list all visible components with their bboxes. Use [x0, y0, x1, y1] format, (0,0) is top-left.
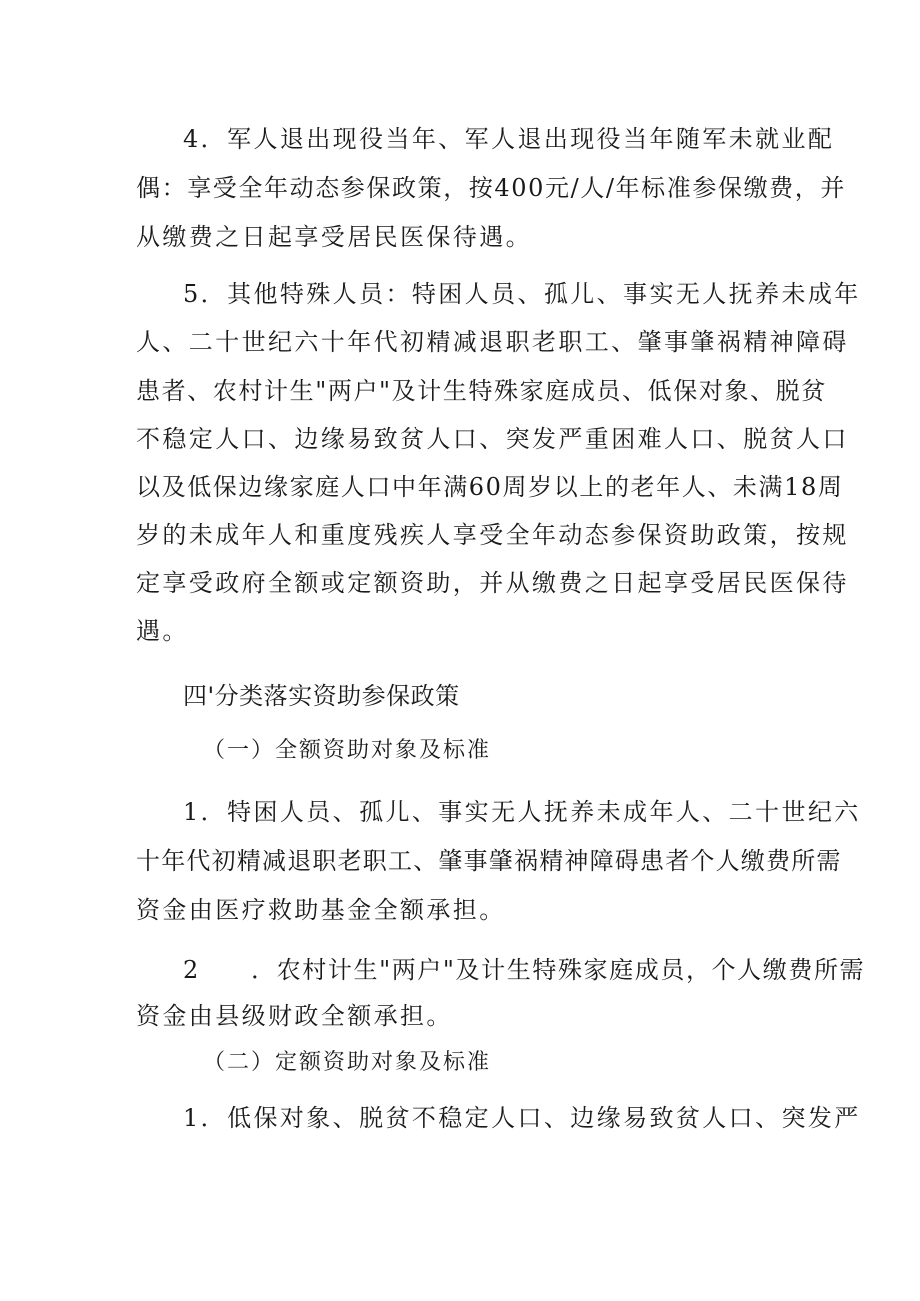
text-line: 遇。 [136, 617, 189, 645]
text-line: 1．特困人员、孤儿、事实无人抚养未成年人、二十世纪六 [183, 798, 861, 826]
subsection-heading: （二）定额资助对象及标准 [203, 1050, 492, 1075]
text-line: 5．其他特殊人员：特困人员、孤儿、事实无人抚养未成年 [183, 280, 861, 308]
text-line: 十年代初精减退职老职工、肇事肇祸精神障碍患者个人缴费所需 [136, 847, 842, 875]
text-line: 定享受政府全额或定额资助，并从缴费之日起享受居民医保待 [136, 569, 849, 597]
text-line: 2 ．农村计生"两户"及计生特殊家庭成员，个人缴费所需 [183, 956, 866, 984]
text-line: 从缴费之日起享受居民医保待遇。 [136, 223, 532, 251]
text-line: 患者、农村计生"两户"及计生特殊家庭成员、低保对象、脱贫 [136, 377, 827, 405]
text-line: 人、二十世纪六十年代初精减退职老职工、肇事肇祸精神障碍 [136, 328, 849, 356]
text-line: 岁的未成年人和重度残疾人享受全年动态参保资助政策，按规 [136, 521, 849, 549]
text-line: 4．军人退出现役当年、军人退出现役当年随军未就业配 [183, 125, 835, 153]
text-line: 以及低保边缘家庭人口中年满60周岁以上的老年人、未满18周 [136, 473, 844, 501]
text-line: 资金由县级财政全额承担。 [136, 1002, 453, 1030]
text-line: 不稳定人口、边缘易致贫人口、突发严重困难人口、脱贫人口 [136, 425, 849, 453]
subsection-heading: （一）全额资助对象及标准 [203, 738, 492, 763]
text-line: 偶：享受全年动态参保政策，按400元/人/年标准参保缴费，并 [136, 174, 846, 202]
section-heading: 四'分类落实资助参保政策 [183, 682, 460, 710]
text-line: 1．低保对象、脱贫不稳定人口、边缘易致贫人口、突发严 [183, 1104, 861, 1132]
text-line: 资金由医疗救助基金全额承担。 [136, 896, 506, 924]
